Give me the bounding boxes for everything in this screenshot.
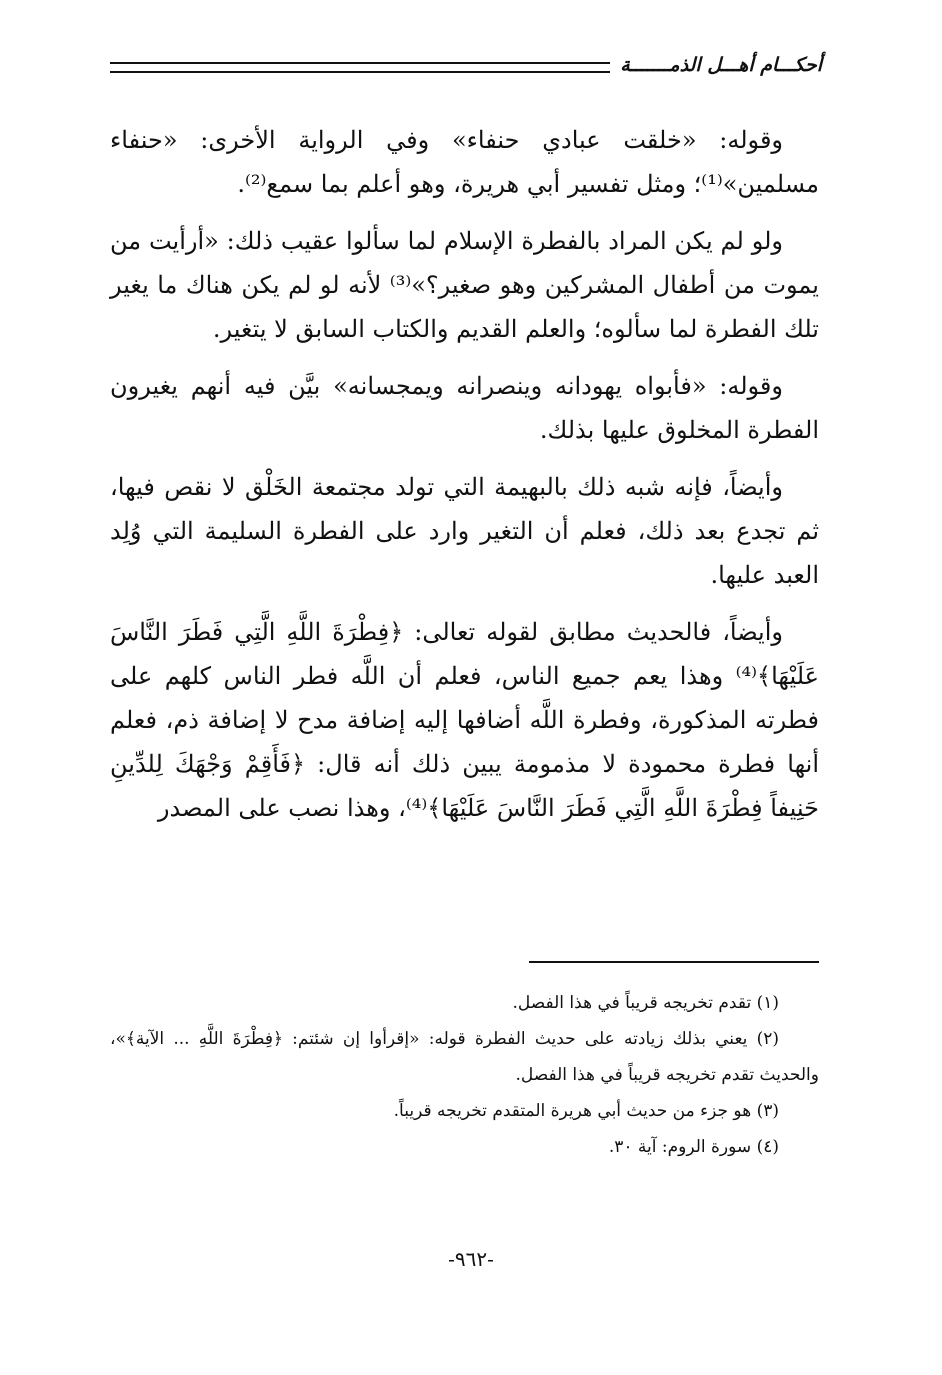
main-text xyxy=(110,118,819,843)
paragraph-5: وأيضاً، فالحديث مطابق لقوله تعالى: ﴿فِطْرَةَ اللَّهِ الَّتِي فَطَرَ النَّاسَ عَلَيْهَا﴾⁽⁴⁾ وهذا يعم جميع الناس، فعلم أن اللَّه فطر الناس كلهم على فطرته المذكورة، وفطرة اللَّه أضافها إليه إضافة مدح لا إضافة ذم، فعلم أنها فطرة محمودة لا مذمومة يبين ذلك أنه قال: ﴿فَأَقِمْ وَجْهَكَ لِلدِّينِ حَنِيفاً فِطْرَةَ اللَّهِ الَّتِي فَطَرَ النَّاسَ عَلَيْهَا﴾⁽⁴⁾، وهذا نصب على المصدر xyxy=(110,618,819,822)
paragraph-4: وأيضاً، فإنه شبه ذلك بالبهيمة التي تولد مجتمعة الخَلْق لا نقص فيها، ثم تجدع بعد ذلك، فعلم أن التغير وارد على الفطرة السليمة التي وُلِد العبد عليها. xyxy=(110,473,819,589)
paragraph-3: وقوله: «فأبواه يهودانه وينصرانه ويمجسانه» بيَّن فيه أنهم يغيرون الفطرة المخلوق عليها بذلك. xyxy=(110,372,819,444)
footnote-4: (٤) سورة الروم: آية ٣٠. xyxy=(608,1137,779,1157)
footnote-3: (٣) هو جزء من حديث أبي هريرة المتقدم تخريجه قريباً. xyxy=(393,1101,779,1121)
footnote-2: (٢) يعني بذلك زيادته على حديث الفطرة قوله: «إقرأوا إن شئتم: ﴿فِطْرَةَ اللَّهِ ... الآية﴾»، والحديث تقدم تخريجه قريباً في هذا الفصل. xyxy=(110,1029,819,1085)
running-header-title: أحكـــام أهـــل الذمـــــــة xyxy=(620,54,822,76)
footnote-separator xyxy=(529,961,819,963)
page-number: -٩٦٢- xyxy=(448,1247,494,1271)
footnotes xyxy=(110,985,819,1165)
footnote-1: (١) تقدم تخريجه قريباً في هذا الفصل. xyxy=(512,993,779,1013)
paragraph-2: ولو لم يكن المراد بالفطرة الإسلام لما سألوا عقيب ذلك: «أرأيت من يموت من أطفال المشركين وهو صغير؟»⁽³⁾ لأنه لو لم يكن هناك ما يغير تلك الفطرة لما سألوه؛ والعلم القديم والكتاب السابق لا يتغير. xyxy=(110,227,819,343)
paragraph-1: وقوله: «خلقت عبادي حنفاء» وفي الرواية الأخرى: «حنفاء مسلمين»⁽¹⁾؛ ومثل تفسير أبي هريرة، وهو أعلم بما سمع⁽²⁾. xyxy=(110,126,819,198)
header-double-rule xyxy=(110,62,610,73)
